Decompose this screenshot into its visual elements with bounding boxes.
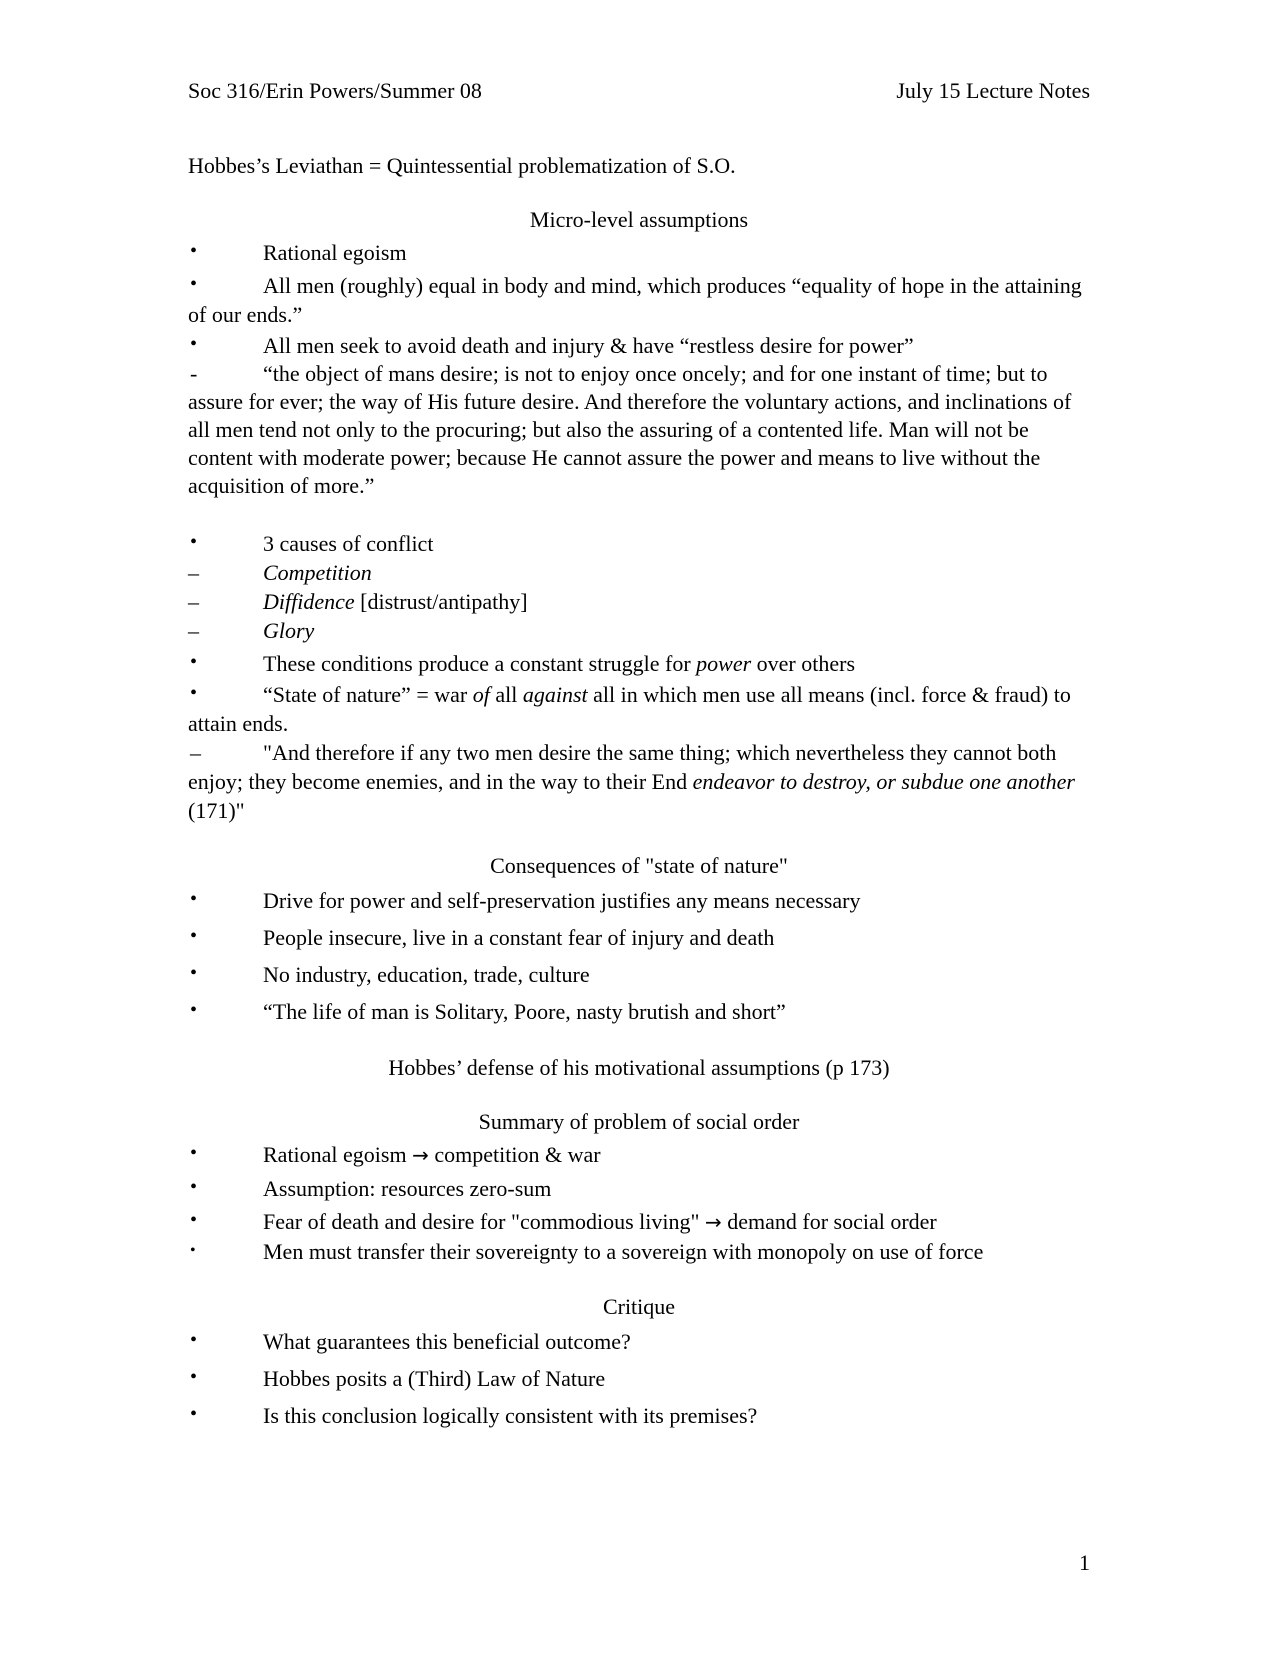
arrow-right-icon: →	[412, 1143, 429, 1167]
bullet-item: • 3 causes of conflict	[188, 529, 1090, 558]
bullet-icon: •	[190, 1242, 196, 1259]
page-number: 1	[1079, 1550, 1090, 1575]
bullet-item: • “The life of man is Solitary, Poore, nasty brutish and short”	[188, 997, 1090, 1026]
bullet-item: • All men seek to avoid death and injury & have “restless desire for power”	[188, 331, 1090, 360]
intro-line: Hobbes’s Leviathan = Quintessential problematization of S.O.	[188, 153, 736, 178]
bullet-icon: •	[190, 333, 198, 355]
bullet-icon: •	[190, 1329, 198, 1351]
dash-item: – Competition	[188, 560, 372, 585]
bullet-icon: •	[190, 1209, 198, 1231]
dash-marker: –	[188, 618, 199, 643]
page-header	[188, 76, 1090, 105]
dash-item: – Glory	[188, 618, 315, 643]
dash-marker: –	[188, 560, 199, 585]
header-course: Soc 316/Erin Powers/Summer 08	[188, 78, 482, 103]
section-title-defense: Hobbes’ defense of his motivational assumptions (p 173)	[388, 1055, 890, 1080]
bullet-item: • Fear of death and desire for "commodious living" → demand for social order	[188, 1207, 1090, 1237]
bullet-icon: •	[190, 682, 198, 704]
bullet-icon: •	[190, 999, 198, 1021]
bullet-icon: •	[190, 1176, 198, 1198]
bullet-icon: •	[190, 1403, 198, 1425]
bullet-item: • Rational egoism → competition & war	[188, 1140, 1090, 1170]
bullet-icon: •	[190, 651, 198, 673]
bullet-icon: •	[190, 531, 198, 553]
bullet-icon: •	[190, 888, 198, 910]
bullet-icon: •	[190, 273, 198, 295]
bullet-item: • Men must transfer their sovereignty to a sovereign with monopoly on use of force	[188, 1237, 1090, 1266]
header-date: July 15 Lecture Notes	[896, 78, 1090, 103]
section-title-consequences: Consequences of "state of nature"	[490, 853, 788, 878]
bullet-item: • “State of nature” = war of all against all in which men use all means (incl. force & fraud) to attain ends.	[188, 680, 1090, 738]
dash-marker: –	[188, 589, 199, 614]
bullet-icon: •	[190, 925, 198, 947]
bullet-item: • No industry, education, trade, culture	[188, 960, 1090, 989]
bullet-item: • What guarantees this beneficial outcome?	[188, 1327, 1090, 1356]
bullet-item: • Drive for power and self-preservation justifies any means necessary	[188, 886, 1090, 915]
bullet-icon: •	[190, 1142, 198, 1164]
hyphen-marker: -	[190, 361, 198, 386]
bullet-item: • Rational egoism	[188, 238, 1090, 267]
arrow-right-icon: →	[704, 1210, 722, 1234]
bullet-item: • Assumption: resources zero-sum	[188, 1174, 1090, 1203]
section-title-critique: Critique	[602, 1294, 676, 1319]
bullet-item: • These conditions produce a constant struggle for power over others	[188, 649, 1090, 678]
section-title-micro: Micro-level assumptions	[529, 207, 749, 232]
bullet-icon: •	[190, 240, 198, 262]
bullet-item: • Is this conclusion logically consistent with its premises?	[188, 1401, 1090, 1430]
section-title-summary: Summary of problem of social order	[478, 1109, 800, 1134]
quote-item: - “the object of mans desire; is not to enjoy once oncely; and for one instant of time; but to assure for ever; the way of His future desire. And therefore the voluntary actions, and inclinations of all men tend not only to the procuring; but also the assuring of a contented life. Man will not be content with moderate power; because He cannot assure the power and means to live without the acquisition of more.”	[188, 361, 1072, 498]
bullet-item: • Hobbes posits a (Third) Law of Nature	[188, 1364, 1090, 1393]
dash-item: – Diffidence [distrust/antipathy]	[188, 589, 528, 614]
bullet-item: • People insecure, live in a constant fear of injury and death	[188, 923, 1090, 952]
quote-item: – "And therefore if any two men desire the same thing; which nevertheless they cannot both enjoy; they become enemies, and in the way to their End endeavor to destroy, or subdue one another (171)"	[188, 740, 1075, 823]
document-body	[188, 151, 1090, 1430]
bullet-icon: •	[190, 1366, 198, 1388]
bullet-item: • All men (roughly) equal in body and mind, which produces “equality of hope in the attaining of our ends.”	[188, 271, 1090, 329]
bullet-icon: •	[190, 962, 198, 984]
dash-marker: –	[190, 740, 201, 765]
